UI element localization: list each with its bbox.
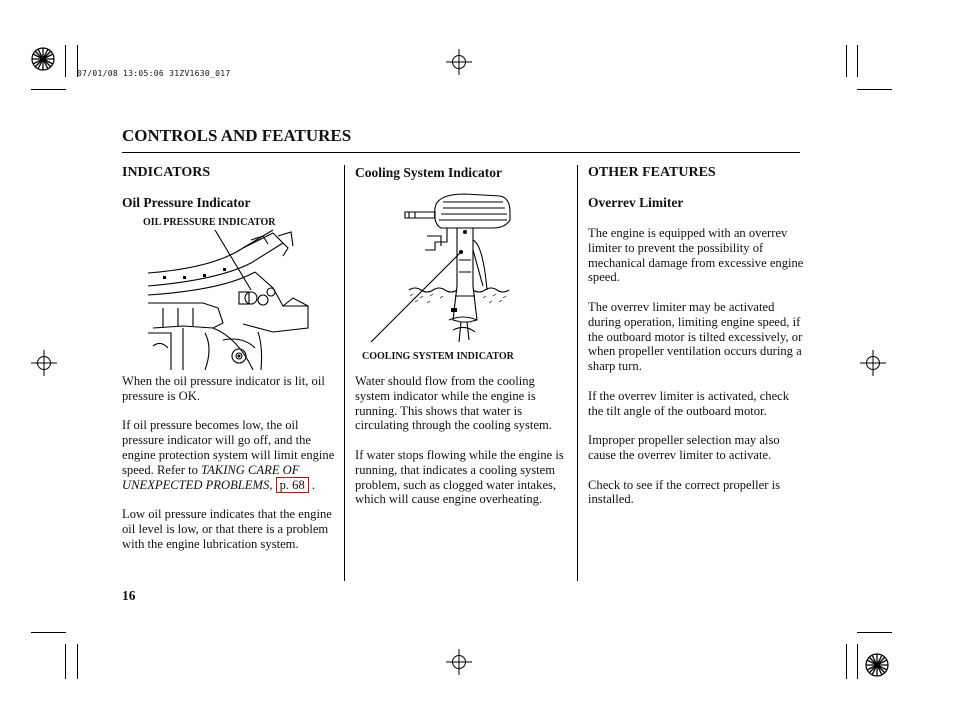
title-rule bbox=[122, 152, 800, 153]
crosshair-mark-icon bbox=[446, 649, 472, 675]
cooling-paragraph-2: If water stops flowing while the engine is running, that indicates a cooling system problem, such as clogged water intakes, which will cause engine overheating. bbox=[355, 447, 564, 507]
indicators-heading: INDICATORS bbox=[122, 165, 211, 180]
column-divider bbox=[344, 165, 345, 581]
cooling-system-text bbox=[355, 374, 569, 522]
oil-pressure-indicator-illustration bbox=[143, 228, 318, 370]
crosshair-mark-icon bbox=[860, 350, 886, 376]
crosshair-mark-icon bbox=[31, 350, 57, 376]
unexpected-problems-title: TAKING CARE OF UNEXPECTED PROBLEMS bbox=[122, 462, 300, 492]
comma: , bbox=[269, 477, 273, 492]
oil-pressure-paragraph-2-text: If oil pressure becomes low, the oil pressure indicator will go off, and the engine protection system will limit engine speed. Refer to bbox=[122, 418, 335, 477]
other-features-heading: OTHER FEATURES bbox=[588, 165, 716, 180]
column-divider bbox=[577, 165, 578, 581]
crosshair-mark-icon bbox=[446, 49, 472, 75]
section-title: CONTROLS AND FEATURES bbox=[122, 126, 352, 145]
page-number: 16 bbox=[122, 588, 136, 603]
page-68-link[interactable]: p. 68 bbox=[276, 477, 309, 493]
overrev-paragraph-5: Check to see if the correct propeller is installed. bbox=[588, 477, 780, 507]
oil-pressure-paragraph-1: When the oil pressure indicator is lit, oil pressure is OK. bbox=[122, 374, 325, 403]
cooling-system-indicator-illustration bbox=[365, 190, 525, 350]
overrev-paragraph-4: Improper propeller selection may also cause the overrev limiter to activate. bbox=[588, 433, 780, 462]
overrev-paragraph-3: If the overrev limiter is activated, check the tilt angle of the outboard motor. bbox=[588, 388, 790, 418]
oil-pressure-subheading: Oil Pressure Indicator bbox=[122, 195, 251, 210]
cooling-figure-caption: COOLING SYSTEM INDICATOR bbox=[362, 351, 514, 362]
overrev-paragraph-2: The overrev limiter may be activated during operation, limiting engine speed, if the outboard motor is tilted excessively, or when propeller ventilation occurs during a sharp turn. bbox=[588, 299, 803, 374]
cooling-system-subheading: Cooling System Indicator bbox=[355, 165, 503, 180]
oil-pressure-text bbox=[122, 374, 336, 566]
oil-pressure-paragraph-2 bbox=[122, 418, 336, 492]
cooling-paragraph-1: Water should flow from the cooling system indicator while the engine is running. This shows that water is circulating through the cooling system. bbox=[355, 374, 552, 433]
overrev-limiter-text bbox=[588, 226, 804, 522]
period: . bbox=[311, 477, 316, 492]
overrev-paragraph-1: The engine is equipped with an overrev limiter to prevent the possibility of mechanical damage from excessive engine speed. bbox=[588, 226, 804, 285]
print-header: 07/01/08 13:05:06 31ZV1630_017 bbox=[77, 69, 231, 78]
oil-pressure-paragraph-3: Low oil pressure indicates that the engine oil level is low, or that there is a problem with the engine lubrication system. bbox=[122, 507, 332, 551]
registration-target-icon bbox=[862, 650, 892, 680]
overrev-limiter-subheading: Overrev Limiter bbox=[588, 195, 684, 210]
oil-figure-caption: OIL PRESSURE INDICATOR bbox=[143, 217, 276, 228]
registration-target-icon bbox=[28, 44, 58, 74]
